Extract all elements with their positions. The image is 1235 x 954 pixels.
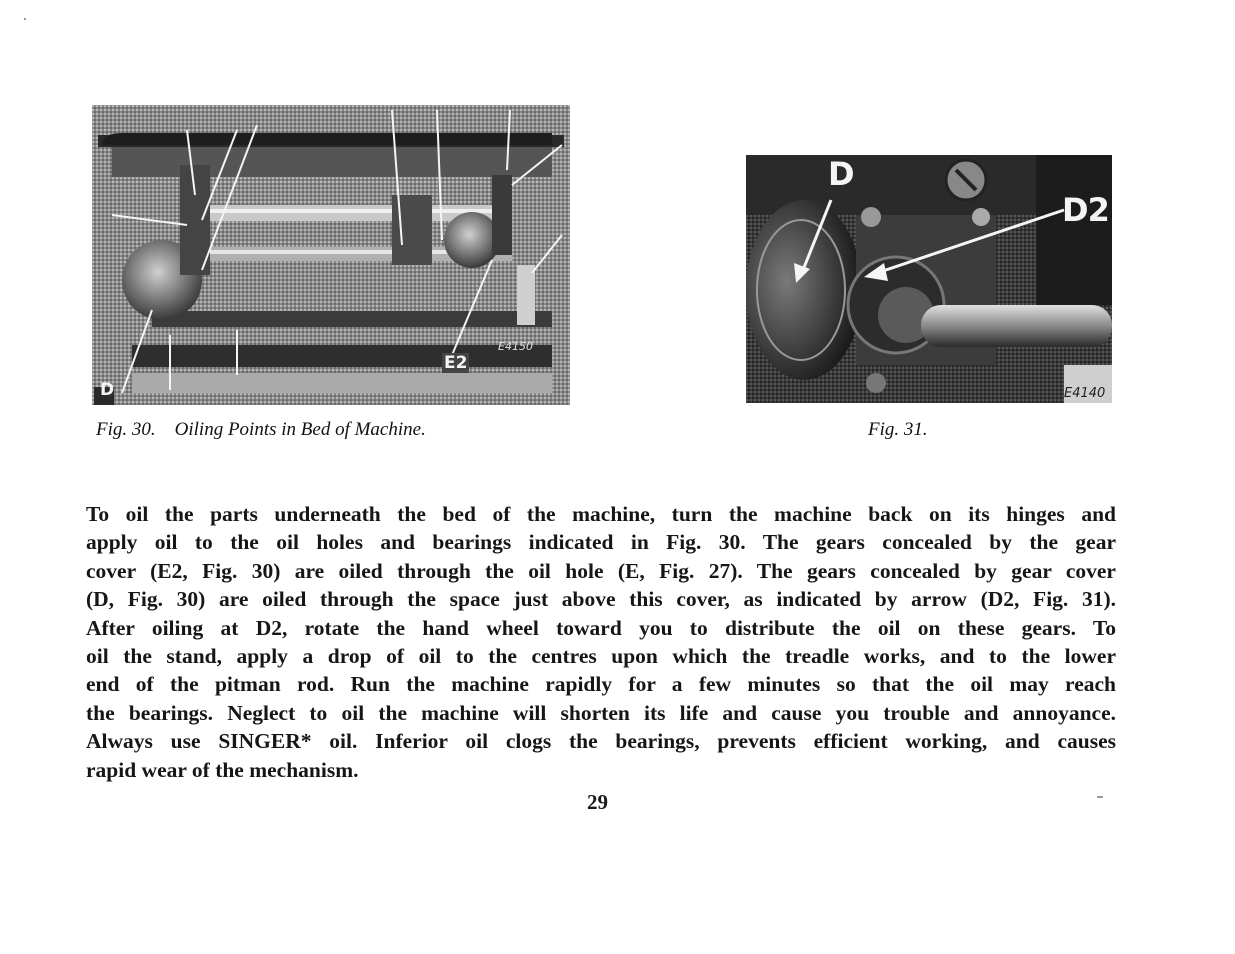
paragraph-line — [86, 699, 1116, 727]
text-segment: The gears concealed by gear cover — [742, 558, 1116, 583]
text-segment: are oiled through the oil hole — [280, 558, 618, 583]
text-segment: oil the stand, apply a drop of oil to the centres upon which the treadle works, and to the lower — [86, 644, 1116, 669]
text-segment: the bearings. — [86, 700, 228, 725]
figure-31-label-D2: D2 — [1062, 191, 1109, 229]
bold-reference: are oiled through the space just above this cover, as indicated by arrow — [205, 587, 981, 612]
bold-reference: D2, — [255, 615, 288, 640]
figure-30-photo-code: E4150 — [498, 340, 533, 353]
text-segment: Always use SINGER* oil. Inferior oil clogs the bearings, prevents efficient working, and causes — [86, 729, 1116, 754]
text-segment: (D2, Fig. 31). — [980, 587, 1116, 612]
bold-reference: Fig. 30. — [666, 530, 746, 555]
text-segment: rapid wear of the mechanism. — [86, 757, 359, 782]
paragraph-line — [86, 528, 1116, 556]
figure-31-photo-code: E4140 — [1064, 386, 1106, 401]
text-segment: end of the pitman rod. Run the machine rapidly for a few minutes so that the oil may reach — [86, 672, 1116, 697]
text-segment: After oiling at — [86, 615, 256, 640]
bold-reference: Neglect to oil the machine will shorten its life and cause you trouble and annoyance. — [227, 700, 1117, 725]
instructions-paragraph — [86, 500, 1116, 784]
figure-31-photo — [746, 155, 1112, 403]
paragraph-line — [86, 670, 1116, 698]
page-number: 29 — [587, 790, 608, 814]
paragraph-line — [86, 500, 1116, 528]
figure-31-label-D: D — [828, 155, 855, 193]
paragraph-line — [86, 614, 1116, 642]
text-segment: cover — [86, 558, 151, 583]
bold-reference: (E, Fig. 27). — [617, 558, 743, 583]
figure-30-label-E2: E2 — [444, 353, 468, 373]
text-segment: rotate the hand wheel toward you to distribute the oil on these gears. To — [287, 615, 1116, 640]
scan-speck — [24, 18, 26, 20]
paragraph-line — [86, 557, 1116, 585]
figure-31-caption: Fig. 31. — [868, 419, 928, 440]
text-segment: The gears concealed by the gear — [745, 530, 1116, 555]
figure-30-photo — [92, 105, 570, 405]
scan-speck — [1097, 796, 1103, 798]
text-segment: apply oil to the oil holes and bearings indicated in — [86, 530, 667, 555]
paragraph-line — [86, 585, 1116, 613]
figure-30-caption: Fig. 30. Oiling Points in Bed of Machine. — [96, 419, 426, 440]
paragraph-line — [86, 756, 1116, 784]
paragraph-line — [86, 727, 1116, 755]
text-segment: To oil the parts underneath the bed of the machine, turn the machine back on its hinges and — [86, 502, 1116, 526]
text-segment: (D, Fig. 30) — [86, 587, 206, 612]
figure-30-label-D: D — [100, 380, 115, 400]
paragraph-line — [86, 642, 1116, 670]
bold-reference: (E2, Fig. 30) — [150, 558, 281, 583]
